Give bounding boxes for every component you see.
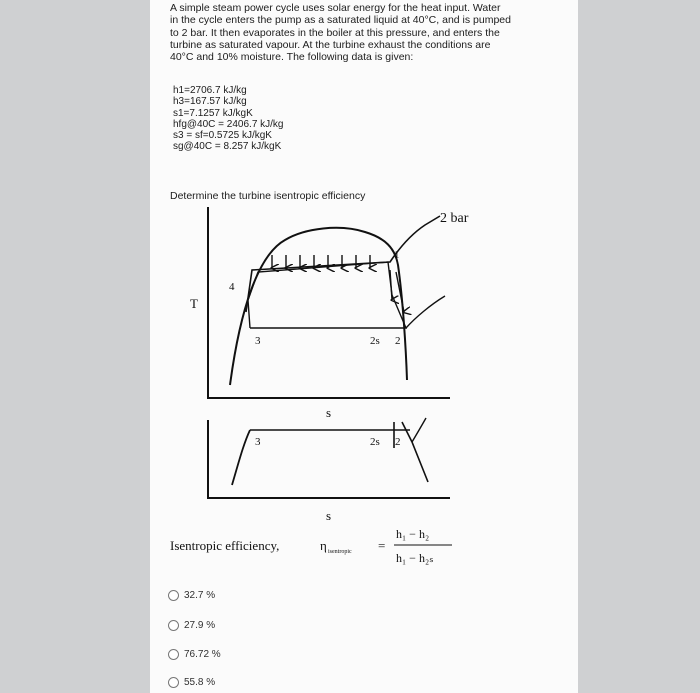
lower-expansion xyxy=(394,422,428,482)
option-label: 55.8 % xyxy=(184,677,216,688)
problem-line: turbine as saturated vapour. At the turbine exhaust the conditions are xyxy=(170,38,491,51)
label-2b: 2 xyxy=(395,436,401,448)
given-h1: h1=2706.7 kJ/kg xyxy=(173,85,247,96)
cycle-path xyxy=(248,262,406,328)
formula-denominator: h₁ − h₂ₛ xyxy=(396,551,434,565)
label-1: 1 xyxy=(394,249,400,261)
option-4[interactable] xyxy=(168,677,215,688)
formula-label: Isentropic efficiency, xyxy=(170,538,280,553)
label-2s-b: 2s xyxy=(370,436,380,448)
given-h3: h3=167.57 kJ/kg xyxy=(173,96,247,108)
radio-button[interactable] xyxy=(168,590,179,601)
label-2s: 2s xyxy=(370,335,380,347)
option-2[interactable] xyxy=(168,620,215,631)
option-label: 76.72 % xyxy=(184,649,221,660)
radio-button[interactable] xyxy=(168,620,179,631)
radio-button[interactable] xyxy=(168,677,179,688)
option-label: 27.9 % xyxy=(184,620,216,631)
formula-eta-sub: isentropic xyxy=(328,549,352,555)
given-hfg: hfg@40C = 2406.7 kJ/kg xyxy=(173,118,284,130)
option-3[interactable] xyxy=(168,649,221,660)
question-text: Determine the turbine isentropic efficiency xyxy=(170,190,366,202)
label-s-2: s xyxy=(326,508,332,523)
radio-button[interactable] xyxy=(168,649,179,660)
label-2bar: 2 bar xyxy=(440,211,469,226)
problem-line: to 2 bar. It then evaporates in the boiler at this pressure, and enters the xyxy=(170,26,500,39)
lower-tail xyxy=(412,418,426,442)
formula-eta: η xyxy=(320,538,327,553)
problem-line: in the cycle enters the pump as a saturated liquid at 40°C, and is pumped xyxy=(170,14,511,27)
problem-line: 40°C and 10% moisture. The following data is given: xyxy=(170,51,414,64)
label-2: 2 xyxy=(395,335,401,347)
label-3b: 3 xyxy=(255,436,261,448)
option-label: 32.7 % xyxy=(184,590,216,601)
lower-dome-left xyxy=(232,430,250,485)
condensing-tail xyxy=(406,296,445,328)
given-sg: sg@40C = 8.257 kJ/kgK xyxy=(173,141,282,153)
formula-numerator: h₁ − h₂ xyxy=(396,527,430,541)
option-1[interactable] xyxy=(168,590,215,601)
problem-line: A simple steam power cycle uses solar energy for the heat input. Water xyxy=(170,2,501,14)
label-T: T xyxy=(190,296,198,311)
lower-axis-line xyxy=(208,420,450,498)
label-s: s xyxy=(326,405,332,420)
saturation-dome xyxy=(230,228,407,385)
label-4: 4 xyxy=(229,281,235,293)
given-s1: s1=7.1257 kJ/kgK xyxy=(173,107,253,119)
t-axis-line xyxy=(208,207,450,398)
formula-equals: = xyxy=(378,538,386,553)
given-s3: s3 = sf=0.5725 kJ/kgK xyxy=(173,130,272,142)
pressure-line xyxy=(246,216,440,312)
label-3: 3 xyxy=(255,335,261,347)
